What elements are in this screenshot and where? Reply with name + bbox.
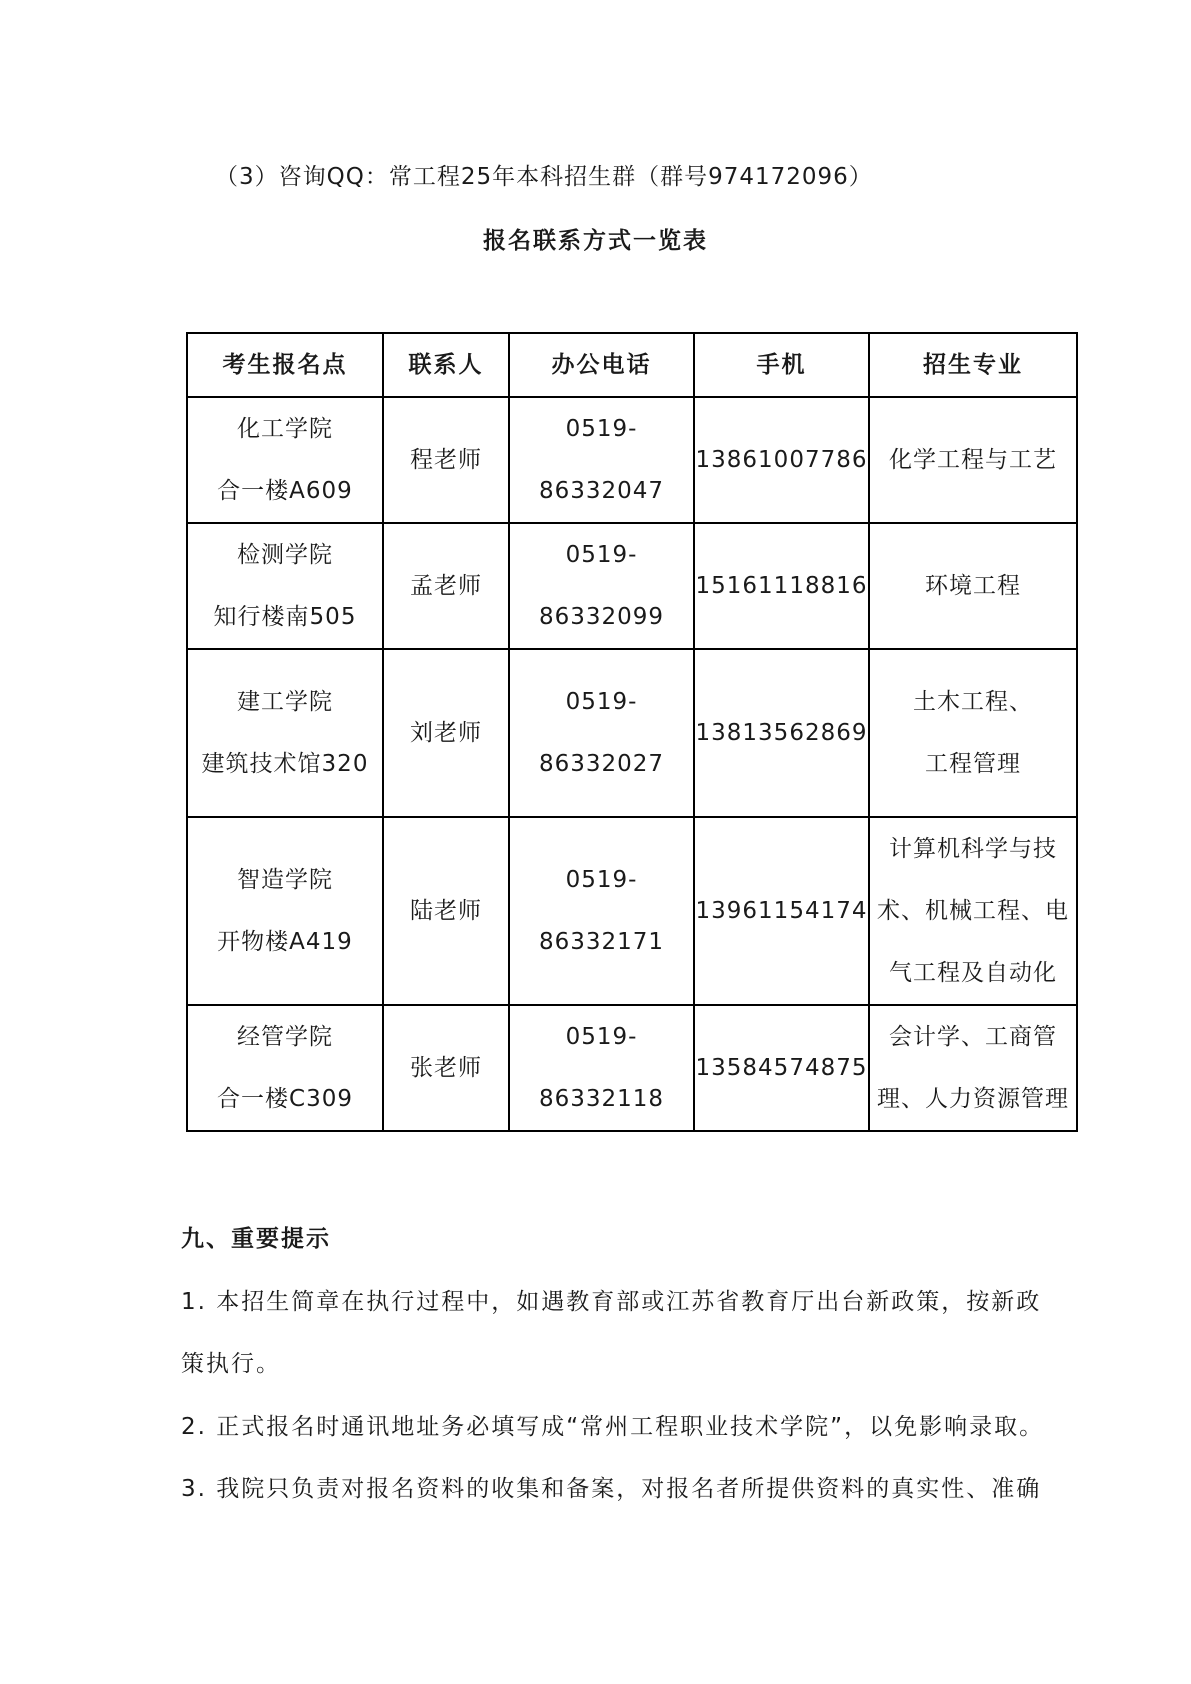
office-phone-cell: 0519-86332047 (509, 397, 694, 523)
office-phone-cell: 0519-86332099 (509, 523, 694, 649)
contact-cell: 孟老师 (383, 523, 509, 649)
section-heading: 九、重要提示 (181, 1226, 331, 1252)
major-line: 术、机械工程、电 (877, 898, 1069, 924)
major-line: 计算机科学与技 (889, 836, 1057, 862)
major-line: 化学工程与工艺 (889, 447, 1057, 473)
qq-contact-line: （3）咨询QQ：常工程25年本科招生群（群号974172096） (215, 164, 873, 190)
mobile-cell: 13584574875 (694, 1005, 869, 1131)
header-majors: 招生专业 (869, 333, 1077, 397)
office-phone-cell: 0519-86332027 (509, 649, 694, 817)
notice-paragraph: 3. 我院只负责对报名资料的收集和备案，对报名者所提供资料的真实性、准确 (181, 1476, 1042, 1502)
site-cell (187, 817, 383, 1005)
mobile-cell: 13961154174 (694, 817, 869, 1005)
notice-paragraph: 2. 正式报名时通讯地址务必填写成“常州工程职业技术学院”，以免影响录取。 (181, 1414, 1045, 1440)
site-cell (187, 1005, 383, 1131)
site-name: 检测学院 (237, 542, 333, 568)
site-room: 合一楼A609 (217, 478, 353, 504)
table-row (187, 523, 1077, 649)
majors-cell (869, 523, 1077, 649)
table-row (187, 397, 1077, 523)
notice-paragraph: 策执行。 (181, 1351, 281, 1377)
contact-cell: 刘老师 (383, 649, 509, 817)
office-phone-cell: 0519-86332118 (509, 1005, 694, 1131)
contact-cell: 张老师 (383, 1005, 509, 1131)
contact-cell: 陆老师 (383, 817, 509, 1005)
mobile-cell: 13861007786 (694, 397, 869, 523)
contact-cell: 程老师 (383, 397, 509, 523)
table-header-row (187, 333, 1077, 397)
office-phone-cell: 0519-86332171 (509, 817, 694, 1005)
site-cell (187, 649, 383, 817)
table-row (187, 817, 1077, 1005)
mobile-cell: 15161118816 (694, 523, 869, 649)
site-room: 开物楼A419 (217, 929, 353, 955)
majors-cell (869, 397, 1077, 523)
header-office-phone: 办公电话 (509, 333, 694, 397)
site-name: 经管学院 (237, 1024, 333, 1050)
header-mobile: 手机 (694, 333, 869, 397)
site-name: 智造学院 (237, 867, 333, 893)
major-line: 理、人力资源管理 (877, 1086, 1069, 1112)
site-cell (187, 397, 383, 523)
table-title: 报名联系方式一览表 (483, 228, 708, 254)
site-name: 化工学院 (237, 416, 333, 442)
header-site: 考生报名点 (187, 333, 383, 397)
major-line: 气工程及自动化 (889, 960, 1057, 986)
major-line: 工程管理 (925, 751, 1021, 777)
site-name: 建工学院 (237, 689, 333, 715)
table-row (187, 649, 1077, 817)
majors-cell (869, 649, 1077, 817)
majors-cell (869, 817, 1077, 1005)
site-room: 知行楼南505 (213, 604, 357, 630)
site-room: 合一楼C309 (217, 1086, 353, 1112)
major-line: 会计学、工商管 (889, 1024, 1057, 1050)
major-line: 土木工程、 (913, 689, 1033, 715)
contact-table (186, 332, 1078, 1132)
notice-paragraph: 1. 本招生简章在执行过程中，如遇教育部或江苏省教育厅出台新政策，按新政 (181, 1289, 1042, 1315)
site-room: 建筑技术馆320 (201, 751, 369, 777)
majors-cell (869, 1005, 1077, 1131)
major-line: 环境工程 (925, 573, 1021, 599)
header-contact: 联系人 (383, 333, 509, 397)
site-cell (187, 523, 383, 649)
mobile-cell: 13813562869 (694, 649, 869, 817)
table-row (187, 1005, 1077, 1131)
